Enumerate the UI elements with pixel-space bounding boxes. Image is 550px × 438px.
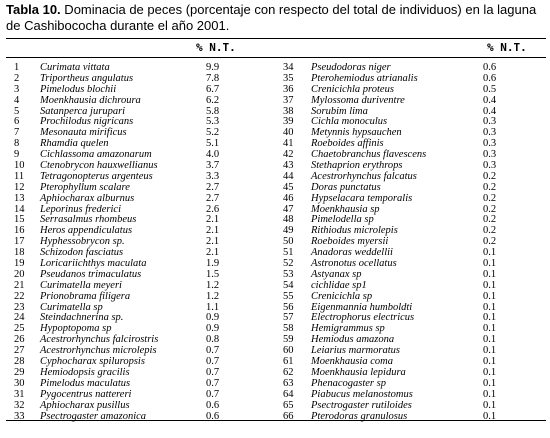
species-name: Triportheus angulatus bbox=[40, 72, 134, 84]
percent-value: 0.1 bbox=[483, 410, 497, 422]
percent-value: 0.1 bbox=[483, 268, 497, 280]
row-number: 12 bbox=[14, 181, 25, 193]
species-name: Acestrorhynchus falcatus bbox=[311, 170, 417, 182]
species-name: Psectrogaster amazonica bbox=[40, 410, 147, 422]
table-row bbox=[14, 401, 274, 412]
percent-value: 0.3 bbox=[483, 127, 497, 139]
percent-value: 6.2 bbox=[206, 94, 220, 106]
species-name: Serrasalmus rhombeus bbox=[40, 214, 137, 226]
percent-value: 0.2 bbox=[483, 181, 497, 193]
percent-value: 0.7 bbox=[206, 356, 220, 368]
row-number: 40 bbox=[283, 127, 294, 139]
species-name: Doras punctatus bbox=[311, 181, 381, 193]
row-number: 23 bbox=[14, 301, 25, 313]
percent-value: 0.1 bbox=[483, 356, 497, 368]
row-number: 58 bbox=[283, 323, 294, 335]
row-number: 7 bbox=[14, 127, 20, 139]
species-name: Curimatella meyeri bbox=[40, 279, 122, 291]
row-number: 17 bbox=[14, 236, 25, 248]
percent-value: 0.1 bbox=[483, 312, 497, 324]
percent-value: 3.7 bbox=[206, 160, 220, 172]
row-number: 18 bbox=[14, 247, 25, 259]
percent-value: 2.6 bbox=[206, 203, 220, 215]
percent-value: 0.7 bbox=[206, 366, 220, 378]
species-name: Curimatella sp bbox=[40, 301, 103, 313]
table-row bbox=[283, 401, 543, 412]
species-name: Mesonauta mirificus bbox=[40, 127, 127, 139]
species-name: Roeboides affinis bbox=[311, 138, 384, 150]
percent-value: 3.3 bbox=[206, 170, 220, 182]
row-number: 27 bbox=[14, 345, 25, 357]
species-name: Curimata vittata bbox=[40, 62, 110, 73]
row-number: 54 bbox=[283, 279, 294, 291]
row-number: 56 bbox=[283, 301, 294, 313]
percent-value: 1.2 bbox=[206, 279, 220, 291]
table-row bbox=[283, 96, 543, 107]
species-name: Hypselacara temporalis bbox=[311, 192, 413, 204]
row-number: 6 bbox=[14, 116, 20, 128]
species-name: Roeboides myersii bbox=[311, 236, 389, 248]
percent-value: 2.1 bbox=[206, 236, 220, 248]
table-row bbox=[283, 292, 543, 303]
percent-value: 2.7 bbox=[206, 192, 220, 204]
percent-value: 0.1 bbox=[483, 366, 497, 378]
percent-value: 0.8 bbox=[206, 334, 220, 346]
row-number: 32 bbox=[14, 399, 25, 411]
species-name: Moenkhausia coma bbox=[311, 356, 393, 368]
table-caption-label: Tabla 10. bbox=[6, 2, 61, 17]
species-name: Hypoptopoma sp bbox=[40, 323, 112, 335]
percent-value: 0.1 bbox=[483, 247, 497, 259]
percent-value: 0.9 bbox=[206, 323, 220, 335]
species-name: Hyphessobrycon sp. bbox=[40, 236, 125, 248]
species-name: Aphiocharax alburnus bbox=[40, 192, 135, 204]
species-name: Rithiodus microlepis bbox=[311, 225, 398, 237]
row-number: 61 bbox=[283, 356, 294, 368]
percent-value: 0.6 bbox=[483, 62, 497, 73]
table-row bbox=[283, 390, 543, 401]
row-number: 59 bbox=[283, 334, 294, 346]
percent-value: 1.9 bbox=[206, 258, 220, 270]
species-name: Crenicichla proteus bbox=[311, 83, 394, 95]
percent-value: 0.1 bbox=[483, 399, 497, 411]
species-name: Pygocentrus nattereri bbox=[40, 388, 132, 400]
row-number: 5 bbox=[14, 105, 20, 117]
row-number: 29 bbox=[14, 366, 25, 378]
percent-value: 9.9 bbox=[206, 62, 220, 73]
percent-value: 0.4 bbox=[483, 105, 497, 117]
species-name: Pterophyllum scalare bbox=[40, 181, 130, 193]
row-number: 33 bbox=[14, 410, 25, 422]
species-name: Crenicichla sp bbox=[311, 290, 373, 302]
percent-value: 0.6 bbox=[483, 72, 497, 84]
table-row bbox=[283, 194, 543, 205]
top-rule bbox=[6, 38, 546, 39]
species-name: Hemiodopsis gracilis bbox=[40, 366, 130, 378]
row-number: 9 bbox=[14, 149, 20, 161]
percent-value: 0.5 bbox=[483, 83, 497, 95]
bottom-rule bbox=[6, 420, 546, 421]
row-number: 15 bbox=[14, 214, 25, 226]
percent-value: 7.8 bbox=[206, 72, 220, 84]
table-row bbox=[14, 194, 274, 205]
row-number: 39 bbox=[283, 116, 294, 128]
percent-value: 0.1 bbox=[483, 323, 497, 335]
row-number: 49 bbox=[283, 225, 294, 237]
row-number: 30 bbox=[14, 377, 25, 389]
percent-value: 0.9 bbox=[206, 312, 220, 324]
species-name: Leiarius marmoratus bbox=[311, 345, 400, 357]
percent-value: 5.2 bbox=[206, 127, 220, 139]
species-name: Pimelodus maculatus bbox=[40, 377, 131, 389]
row-number: 47 bbox=[283, 203, 294, 215]
row-number: 50 bbox=[283, 236, 294, 248]
percent-value: 4.0 bbox=[206, 149, 220, 161]
row-number: 25 bbox=[14, 323, 25, 335]
row-number: 41 bbox=[283, 138, 294, 150]
percent-value: 5.3 bbox=[206, 116, 220, 128]
percent-value: 0.7 bbox=[206, 345, 220, 357]
row-number: 64 bbox=[283, 388, 294, 400]
row-number: 35 bbox=[283, 72, 294, 84]
row-number: 37 bbox=[283, 94, 294, 106]
species-name: Prochilodus nigricans bbox=[40, 116, 134, 128]
percent-value: 2.1 bbox=[206, 225, 220, 237]
row-number: 24 bbox=[14, 312, 25, 324]
row-number: 31 bbox=[14, 388, 25, 400]
row-number: 4 bbox=[14, 94, 20, 106]
percent-value: 0.3 bbox=[483, 116, 497, 128]
percent-value: 1.1 bbox=[206, 301, 220, 313]
row-number: 3 bbox=[14, 83, 20, 95]
row-number: 45 bbox=[283, 181, 294, 193]
species-name: Electrophorus electricus bbox=[311, 312, 415, 324]
species-name: Eigenmannia humboldti bbox=[311, 301, 413, 313]
species-name: Cichla monoculus bbox=[311, 116, 388, 128]
species-name: Metynnis hypsauchen bbox=[311, 127, 402, 139]
percent-value: 0.2 bbox=[483, 236, 497, 248]
percent-value: 0.1 bbox=[483, 279, 497, 291]
species-name: Aphiocharax pusillus bbox=[40, 399, 130, 411]
percent-value: 0.1 bbox=[483, 290, 497, 302]
species-name: Moenkhausia lepidura bbox=[311, 366, 406, 378]
row-number: 16 bbox=[14, 225, 25, 237]
row-number: 26 bbox=[14, 334, 25, 346]
table-row bbox=[14, 96, 274, 107]
row-number: 20 bbox=[14, 268, 25, 280]
row-number: 36 bbox=[283, 83, 294, 95]
species-name: Pseudanos trimaculatus bbox=[40, 268, 142, 280]
left-column bbox=[14, 63, 274, 422]
right-column bbox=[283, 63, 543, 422]
species-name: Psectrogaster rutiloides bbox=[311, 399, 412, 411]
row-number: 46 bbox=[283, 192, 294, 204]
row-number: 55 bbox=[283, 290, 294, 302]
percent-value: 0.6 bbox=[206, 410, 220, 422]
percent-value: 2.1 bbox=[206, 247, 220, 259]
percent-value: 0.7 bbox=[206, 388, 220, 400]
row-number: 60 bbox=[283, 345, 294, 357]
species-name: Anadoras weddellii bbox=[311, 247, 393, 259]
percent-value: 0.3 bbox=[483, 149, 497, 161]
percent-value: 0.2 bbox=[483, 214, 497, 226]
percent-value: 2.7 bbox=[206, 181, 220, 193]
species-name: Acestrorhynchus falcirostris bbox=[40, 334, 159, 346]
species-name: Schizodon fasciatus bbox=[40, 247, 124, 259]
species-name: Ctenobrycon hauxwellianus bbox=[40, 160, 158, 172]
percent-value: 6.7 bbox=[206, 83, 220, 95]
species-name: Mylossoma duriventre bbox=[311, 94, 405, 106]
species-name: Hemiodus amazona bbox=[311, 334, 395, 346]
row-number: 8 bbox=[14, 138, 20, 150]
row-number: 2 bbox=[14, 72, 20, 84]
species-name: cichlidae sp1 bbox=[311, 279, 367, 291]
header-rule bbox=[6, 57, 546, 58]
percent-value: 0.3 bbox=[483, 138, 497, 150]
species-name: Pimelodus blochii bbox=[40, 83, 117, 95]
column-header-left: % N.T. bbox=[196, 41, 236, 54]
species-name: Sorubim lima bbox=[311, 105, 368, 117]
percent-value: 5.1 bbox=[206, 138, 220, 150]
species-name: Prionobrama filigera bbox=[40, 290, 131, 302]
row-number: 13 bbox=[14, 192, 25, 204]
percent-value: 0.1 bbox=[483, 258, 497, 270]
row-number: 66 bbox=[283, 410, 294, 422]
percent-value: 0.1 bbox=[483, 377, 497, 389]
table-row bbox=[14, 390, 274, 401]
species-name: Phenacogaster sp bbox=[311, 377, 386, 389]
percent-value: 0.1 bbox=[483, 345, 497, 357]
species-name: Pseudodoras niger bbox=[311, 62, 391, 73]
row-number: 44 bbox=[283, 170, 294, 182]
species-name: Pterodoras granulosus bbox=[311, 410, 408, 422]
table-row bbox=[14, 292, 274, 303]
percent-value: 0.3 bbox=[483, 160, 497, 172]
row-number: 19 bbox=[14, 258, 25, 270]
row-number: 34 bbox=[283, 62, 294, 73]
row-number: 1 bbox=[14, 62, 20, 73]
row-number: 21 bbox=[14, 279, 25, 291]
percent-value: 0.7 bbox=[206, 377, 220, 389]
species-name: Moenkhausia dichroura bbox=[40, 94, 141, 106]
species-name: Pimelodella sp bbox=[311, 214, 374, 226]
species-name: Moenkhausia sp bbox=[311, 203, 380, 215]
species-name: Piabucus melanostomus bbox=[311, 388, 413, 400]
species-name: Tetragonopterus argenteus bbox=[40, 170, 153, 182]
species-name: Leporinus frederici bbox=[40, 203, 121, 215]
row-number: 22 bbox=[14, 290, 25, 302]
species-name: Steindachnerina sp. bbox=[40, 312, 124, 324]
row-number: 11 bbox=[14, 170, 25, 182]
row-number: 51 bbox=[283, 247, 294, 259]
row-number: 48 bbox=[283, 214, 294, 226]
species-name: Astronotus ocellatus bbox=[311, 258, 397, 270]
percent-value: 0.1 bbox=[483, 301, 497, 313]
species-name: Cyphocharax spiluropsis bbox=[40, 356, 145, 368]
row-number: 38 bbox=[283, 105, 294, 117]
row-number: 53 bbox=[283, 268, 294, 280]
species-name: Chaetobranchus flavescens bbox=[311, 149, 427, 161]
row-number: 63 bbox=[283, 377, 294, 389]
percent-value: 1.5 bbox=[206, 268, 220, 280]
percent-value: 0.1 bbox=[483, 334, 497, 346]
species-name: Heros appendiculatus bbox=[40, 225, 133, 237]
table-caption bbox=[6, 2, 546, 34]
percent-value: 0.2 bbox=[483, 192, 497, 204]
row-number: 65 bbox=[283, 399, 294, 411]
species-name: Acestrorhynchus microlepis bbox=[40, 345, 157, 357]
species-name: Hemigrammus sp bbox=[311, 323, 385, 335]
row-number: 57 bbox=[283, 312, 294, 324]
percent-value: 0.2 bbox=[483, 203, 497, 215]
species-name: Satanperca jurupari bbox=[40, 105, 126, 117]
percent-value: 0.1 bbox=[483, 388, 497, 400]
percent-value: 0.4 bbox=[483, 94, 497, 106]
species-name: Pterohemiodus atrianalis bbox=[311, 72, 418, 84]
species-name: Rhamdia quelen bbox=[40, 138, 109, 150]
row-number: 14 bbox=[14, 203, 25, 215]
column-header-right: % N.T. bbox=[487, 41, 527, 54]
row-number: 10 bbox=[14, 160, 25, 172]
percent-value: 0.6 bbox=[206, 399, 220, 411]
row-number: 62 bbox=[283, 366, 294, 378]
table-caption-text: Dominacia de peces (porcentaje con respecto del total de individuos) en la laguna de Cashibococha durante el año 2001. bbox=[6, 2, 537, 33]
row-number: 42 bbox=[283, 149, 294, 161]
species-name: Astyanax sp bbox=[311, 268, 362, 280]
percent-value: 2.1 bbox=[206, 214, 220, 226]
percent-value: 5.8 bbox=[206, 105, 220, 117]
percent-value: 1.2 bbox=[206, 290, 220, 302]
row-number: 28 bbox=[14, 356, 25, 368]
percent-value: 0.2 bbox=[483, 225, 497, 237]
species-name: Loricariichthys maculata bbox=[40, 258, 147, 270]
percent-value: 0.2 bbox=[483, 170, 497, 182]
species-name: Stethaprion erythrops bbox=[311, 160, 403, 172]
species-name: Cichlassoma amazonarum bbox=[40, 149, 152, 161]
row-number: 43 bbox=[283, 160, 294, 172]
row-number: 52 bbox=[283, 258, 294, 270]
